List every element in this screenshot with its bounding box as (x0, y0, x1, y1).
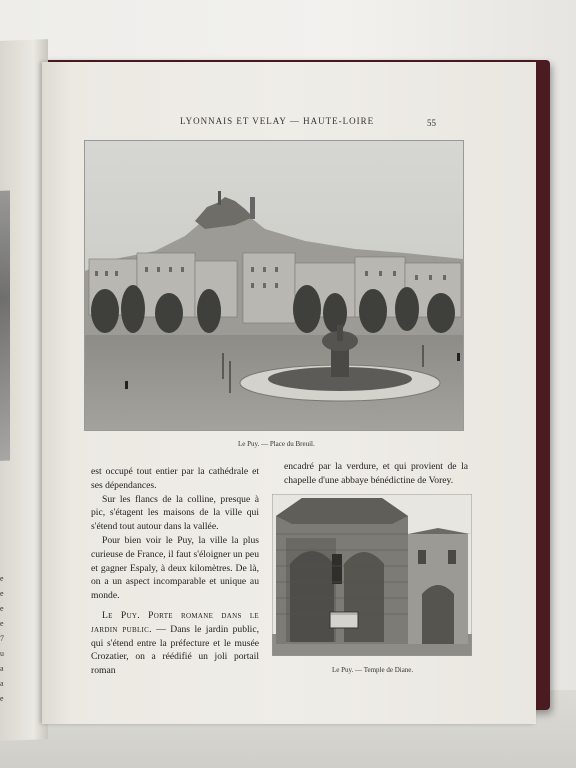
paragraph-espaly: Pour bien voir le Puy, la ville la plus curieuse de France, il faut s'éloigner un peu et gagner Espaly, à deux kilomètres. De là, on a un aspect incomparable et unique au monde. (91, 534, 259, 602)
photo-place-du-breuil (84, 140, 464, 431)
photo-temple-de-diane (272, 494, 472, 656)
running-title: LYONNAIS ET VELAY — HAUTE-LOIRE (180, 116, 375, 126)
paragraph-cathedral: est occupé tout entier par la cathédrale et ses dépendances. (91, 466, 259, 491)
paragraph-portail-body: — Dans le jardin public, qui s'étend entre la préfecture et le musée Crozatier, on a réédifié un joli portail roman (91, 623, 259, 677)
text-column-left (91, 465, 259, 678)
left-page-image-fragment (0, 190, 10, 460)
paragraph-portail (91, 609, 259, 678)
section-heading-porte-romane: Le Puy. Porte romane dans le jardin public. (91, 609, 259, 635)
caption-place-du-breuil: Le Puy. — Place du Breuil. (238, 440, 315, 448)
left-page-text-fragment: e e e e 7 u a a e (0, 573, 4, 703)
paragraph-vorey: encadré par la verdure, et qui provient de la chapelle d'une abbaye bénédictine de Vorey. (284, 461, 468, 486)
paragraph-hill: Sur les flancs de la colline, presque à pic, s'étagent les maisons de la ville qui s'étend tout autour dans la vallée. (91, 493, 259, 533)
caption-temple-de-diane: Le Puy. — Temple de Diane. (332, 666, 414, 674)
left-page-edge (0, 39, 48, 741)
page-number: 55 (427, 118, 436, 128)
book-page (42, 62, 536, 724)
photo-place-du-breuil-image (85, 141, 463, 430)
photo-temple-de-diane-image (272, 494, 472, 656)
text-column-right (284, 460, 468, 488)
